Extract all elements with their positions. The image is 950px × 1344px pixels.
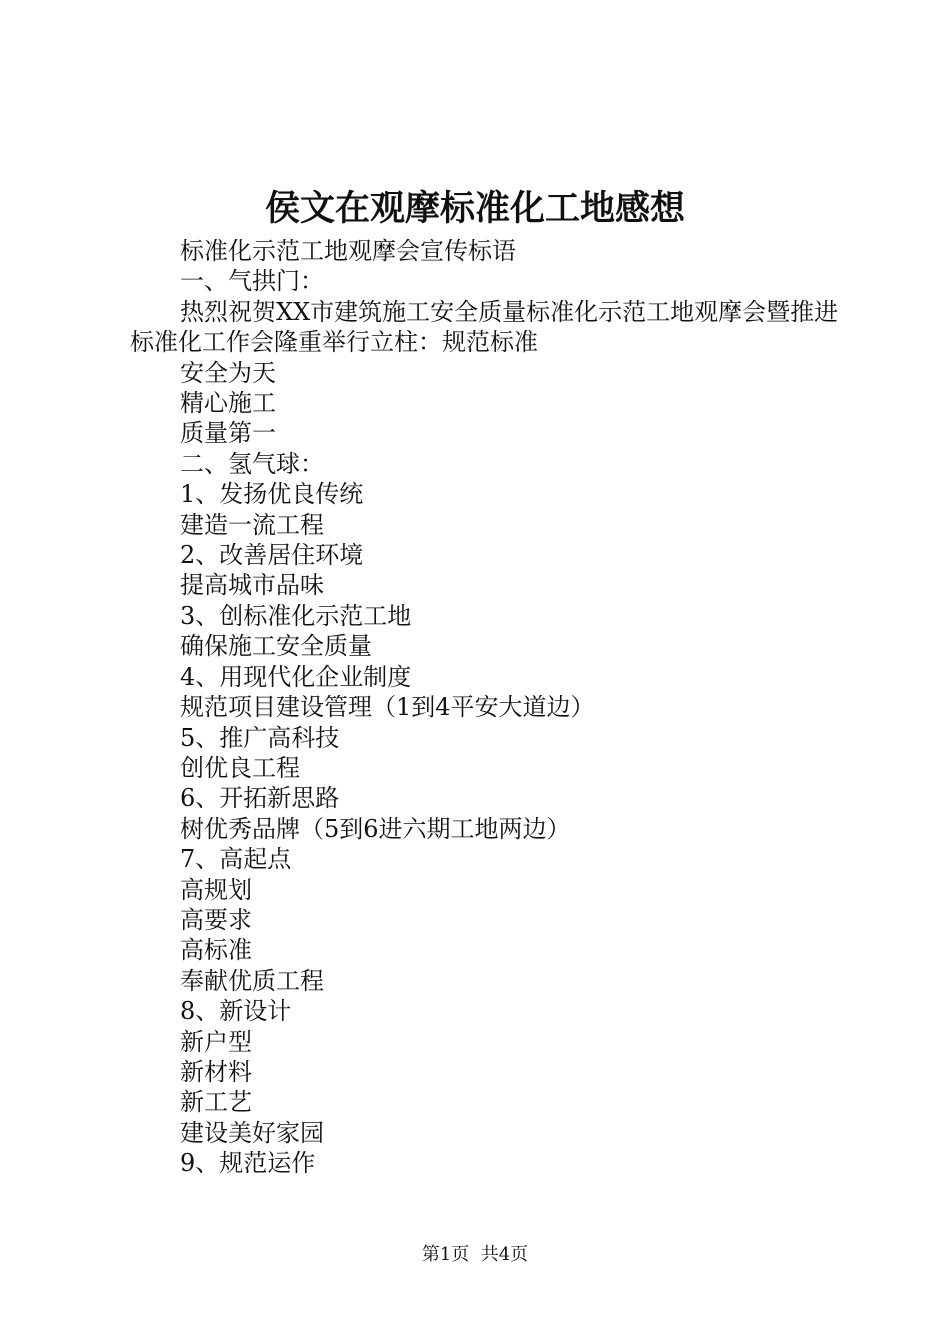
page-number-total: 共4页 [480, 1244, 529, 1265]
paragraph: 一、气拱门： [180, 267, 324, 296]
paragraph: 确保施工安全质量 [180, 632, 372, 661]
paragraph: 树优秀品牌（5到6进六期工地两边） [180, 814, 571, 843]
paragraph: 提高城市品味 [180, 571, 324, 600]
paragraph: 奉献优质工程 [180, 966, 324, 995]
paragraph: 1、发扬优良传统 [180, 480, 364, 509]
paragraph: 3、创标准化示范工地 [180, 601, 412, 630]
paragraph: 7、高起点 [180, 845, 292, 874]
paragraph: 高规划 [180, 875, 252, 904]
paragraph: 高标准 [180, 936, 252, 965]
paragraph: 标准化示范工地观摩会宣传标语 [180, 237, 516, 265]
paragraph: 热烈祝贺XX市建筑施工安全质量标准化示范工地观摩会暨推进标准化工作会隆重举行立柱：规范标准 [130, 297, 839, 357]
footer-spacer [469, 1244, 480, 1265]
paragraph: 高要求 [180, 905, 252, 934]
document-body [130, 236, 840, 1179]
page-footer [0, 1242, 950, 1268]
paragraph: 创优良工程 [180, 753, 300, 782]
paragraph: 新户型 [180, 1027, 252, 1056]
paragraph: 精心施工 [180, 389, 276, 418]
paragraph: 建设美好家园 [180, 1118, 324, 1147]
paragraph: 规范项目建设管理（1到4平安大道边） [180, 693, 595, 722]
paragraph: 4、用现代化企业制度 [180, 662, 412, 691]
paragraph: 新工艺 [180, 1088, 252, 1117]
paragraph: 建造一流工程 [180, 510, 324, 539]
paragraph: 2、改善居住环境 [180, 541, 364, 570]
page-title: 侯文在观摩标准化工地感想 [264, 188, 685, 229]
paragraph: 5、推广高科技 [180, 723, 340, 752]
paragraph: 9、规范运作 [180, 1149, 316, 1178]
paragraph: 6、开拓新思路 [180, 784, 340, 813]
page-number-current: 第1页 [421, 1244, 470, 1265]
paragraph: 质量第一 [180, 419, 276, 448]
paragraph: 8、新设计 [180, 997, 292, 1026]
paragraph: 新材料 [180, 1057, 252, 1086]
paragraph: 安全为天 [180, 358, 276, 387]
paragraph: 二、氢气球： [180, 449, 324, 478]
